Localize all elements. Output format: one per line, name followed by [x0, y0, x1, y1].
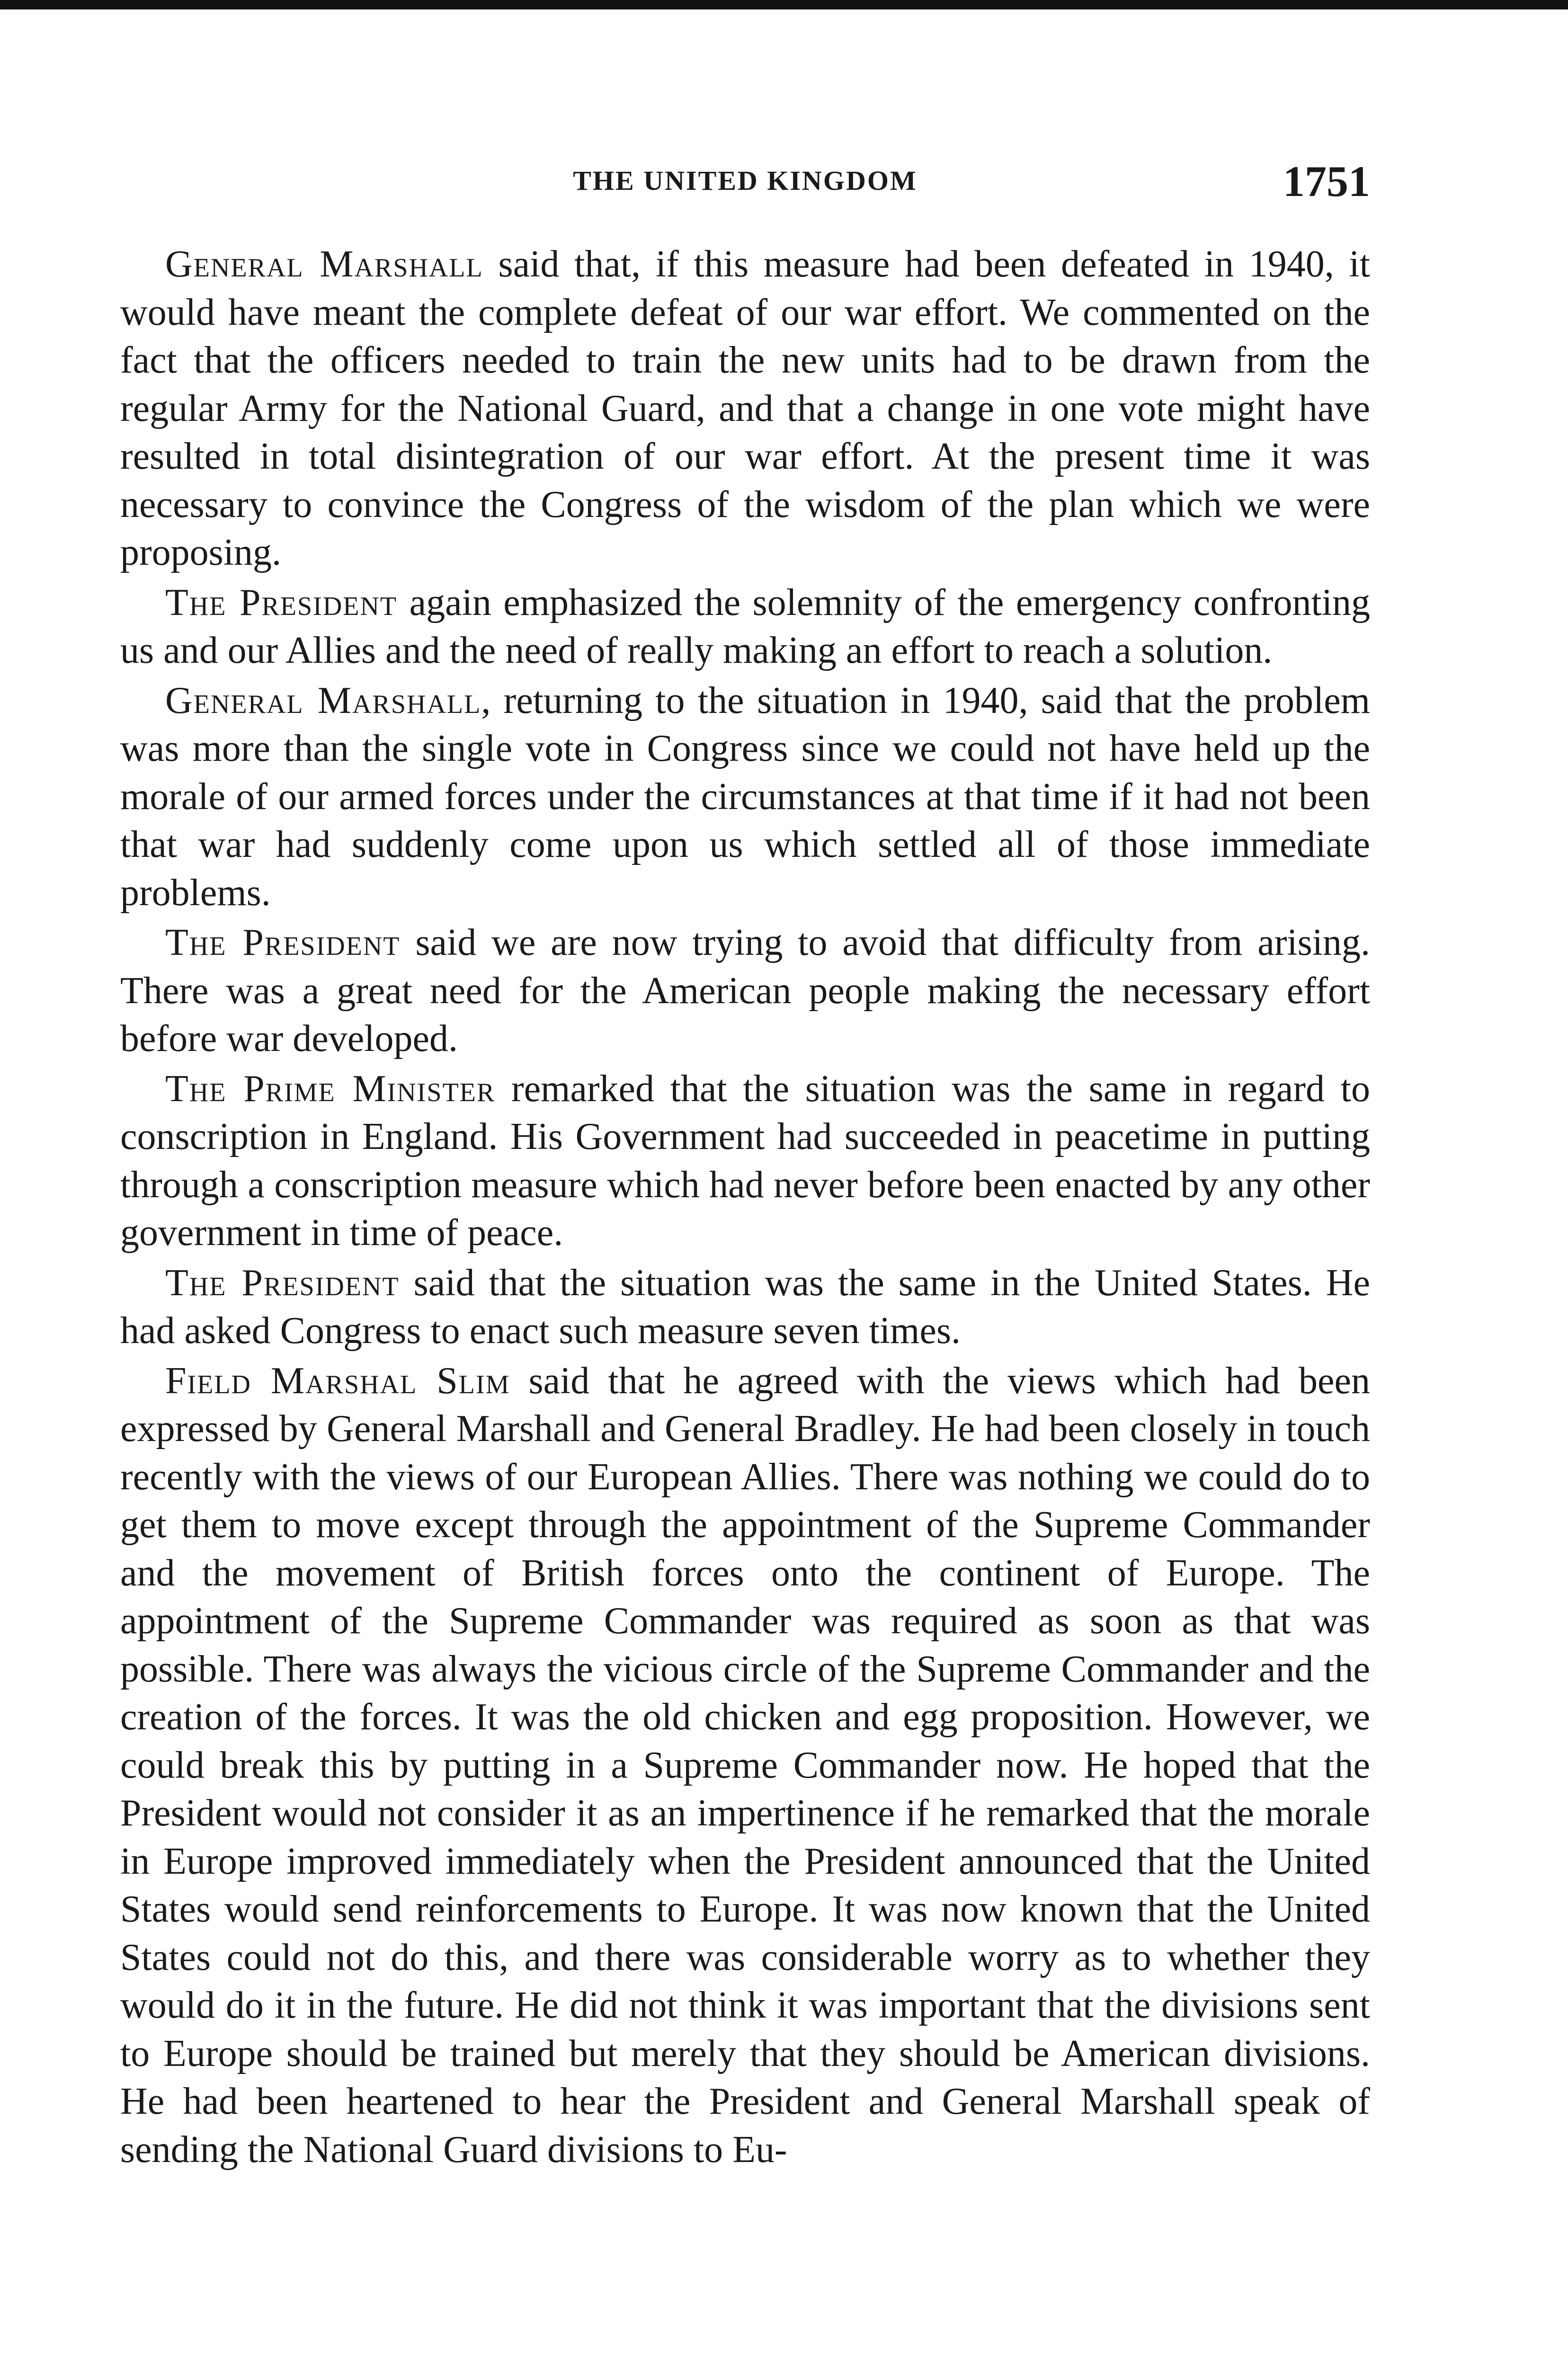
paragraph-text: said that the situation was the same in the United States. He had asked Congress to enact such measure seven times. [120, 1262, 1371, 1352]
paragraph [120, 919, 1370, 1063]
page-number: 1751 [1283, 157, 1370, 205]
paragraph-text: said we are now trying to avoid that difficulty from arising. There was a great need for the American people making the necessary effort before war developed. [120, 922, 1370, 1059]
running-head: THE UNITED KINGDOM [573, 165, 918, 196]
paragraph [120, 579, 1370, 675]
page-header [120, 156, 1370, 208]
paragraph [120, 1259, 1370, 1355]
body-text [120, 240, 1370, 2176]
paragraph-text: said that, if this measure had been defeated in 1940, it would have meant the complete defeat of our war effort. We commented on the fact that the officers needed to train the new units had to be drawn from the regular Army for the National Guard, and that a change in one vote might have resulted in total disintegration of our war effort. At the present time it was necessary to convince the Congress of the wisdom of the plan which we were proposing. [120, 243, 1371, 573]
speaker-name: The President [165, 581, 398, 623]
paragraph [120, 1065, 1370, 1257]
speaker-name: General Marshall [165, 243, 483, 285]
paragraph [120, 677, 1370, 917]
speaker-name: The President [165, 1262, 400, 1304]
paragraph-text: again emphasized the solemnity of the emergency confronting us and our Allies and the need of really making an effort to reach a solution. [120, 581, 1371, 671]
speaker-name: The President [165, 922, 401, 963]
paragraph-text: said that he agreed with the views which had been expressed by General Marshall and General Bradley. He had been closely in touch recently with the views of our European Allies. There was nothing we could do to get them to move except through the appointment of the Supreme Commander and the movement of British forces onto the continent of Europe. The appointment of the Supreme Commander was required as soon as that was possible. There was always the vicious circle of the Supreme Commander and the creation of the forces. It was the old chicken and egg proposition. However, we could break this by putting in a Supreme Commander now. He hoped that the President would not consider it as an impertinence if he remarked that the morale in Europe improved immediately when the President announced that the United States would send reinforcements to Europe. It was now known that the United States could not do this, and there was considerable worry as to whether they would do it in the future. He did not think it was important that the divisions sent to Europe should be trained but merely that they should be American divisions. He had been heartened to hear the President and General Marshall speak of sending the National Guard divisions to Eu- [120, 1360, 1370, 2171]
paragraph-text: , returning to the situation in 1940, said that the problem was more than the single vote in Congress since we could not have held up the morale of our armed forces under the circumstances at that time if it had not been that war had suddenly come upon us which settled all of those immediate problems. [120, 679, 1371, 914]
paragraph [120, 240, 1370, 577]
speaker-name: The Prime Minister [165, 1068, 496, 1110]
speaker-name: General Marshall [165, 679, 481, 721]
page-top-rule [0, 0, 1568, 9]
speaker-name: Field Marshal Slim [165, 1360, 510, 1402]
paragraph [120, 1357, 1370, 2174]
paragraph-text: remarked that the situation was the same in regard to conscription in England. His Government had succeeded in peacetime in putting through a conscription measure which had never before been enacted by any other government in time of peace. [120, 1068, 1370, 1254]
